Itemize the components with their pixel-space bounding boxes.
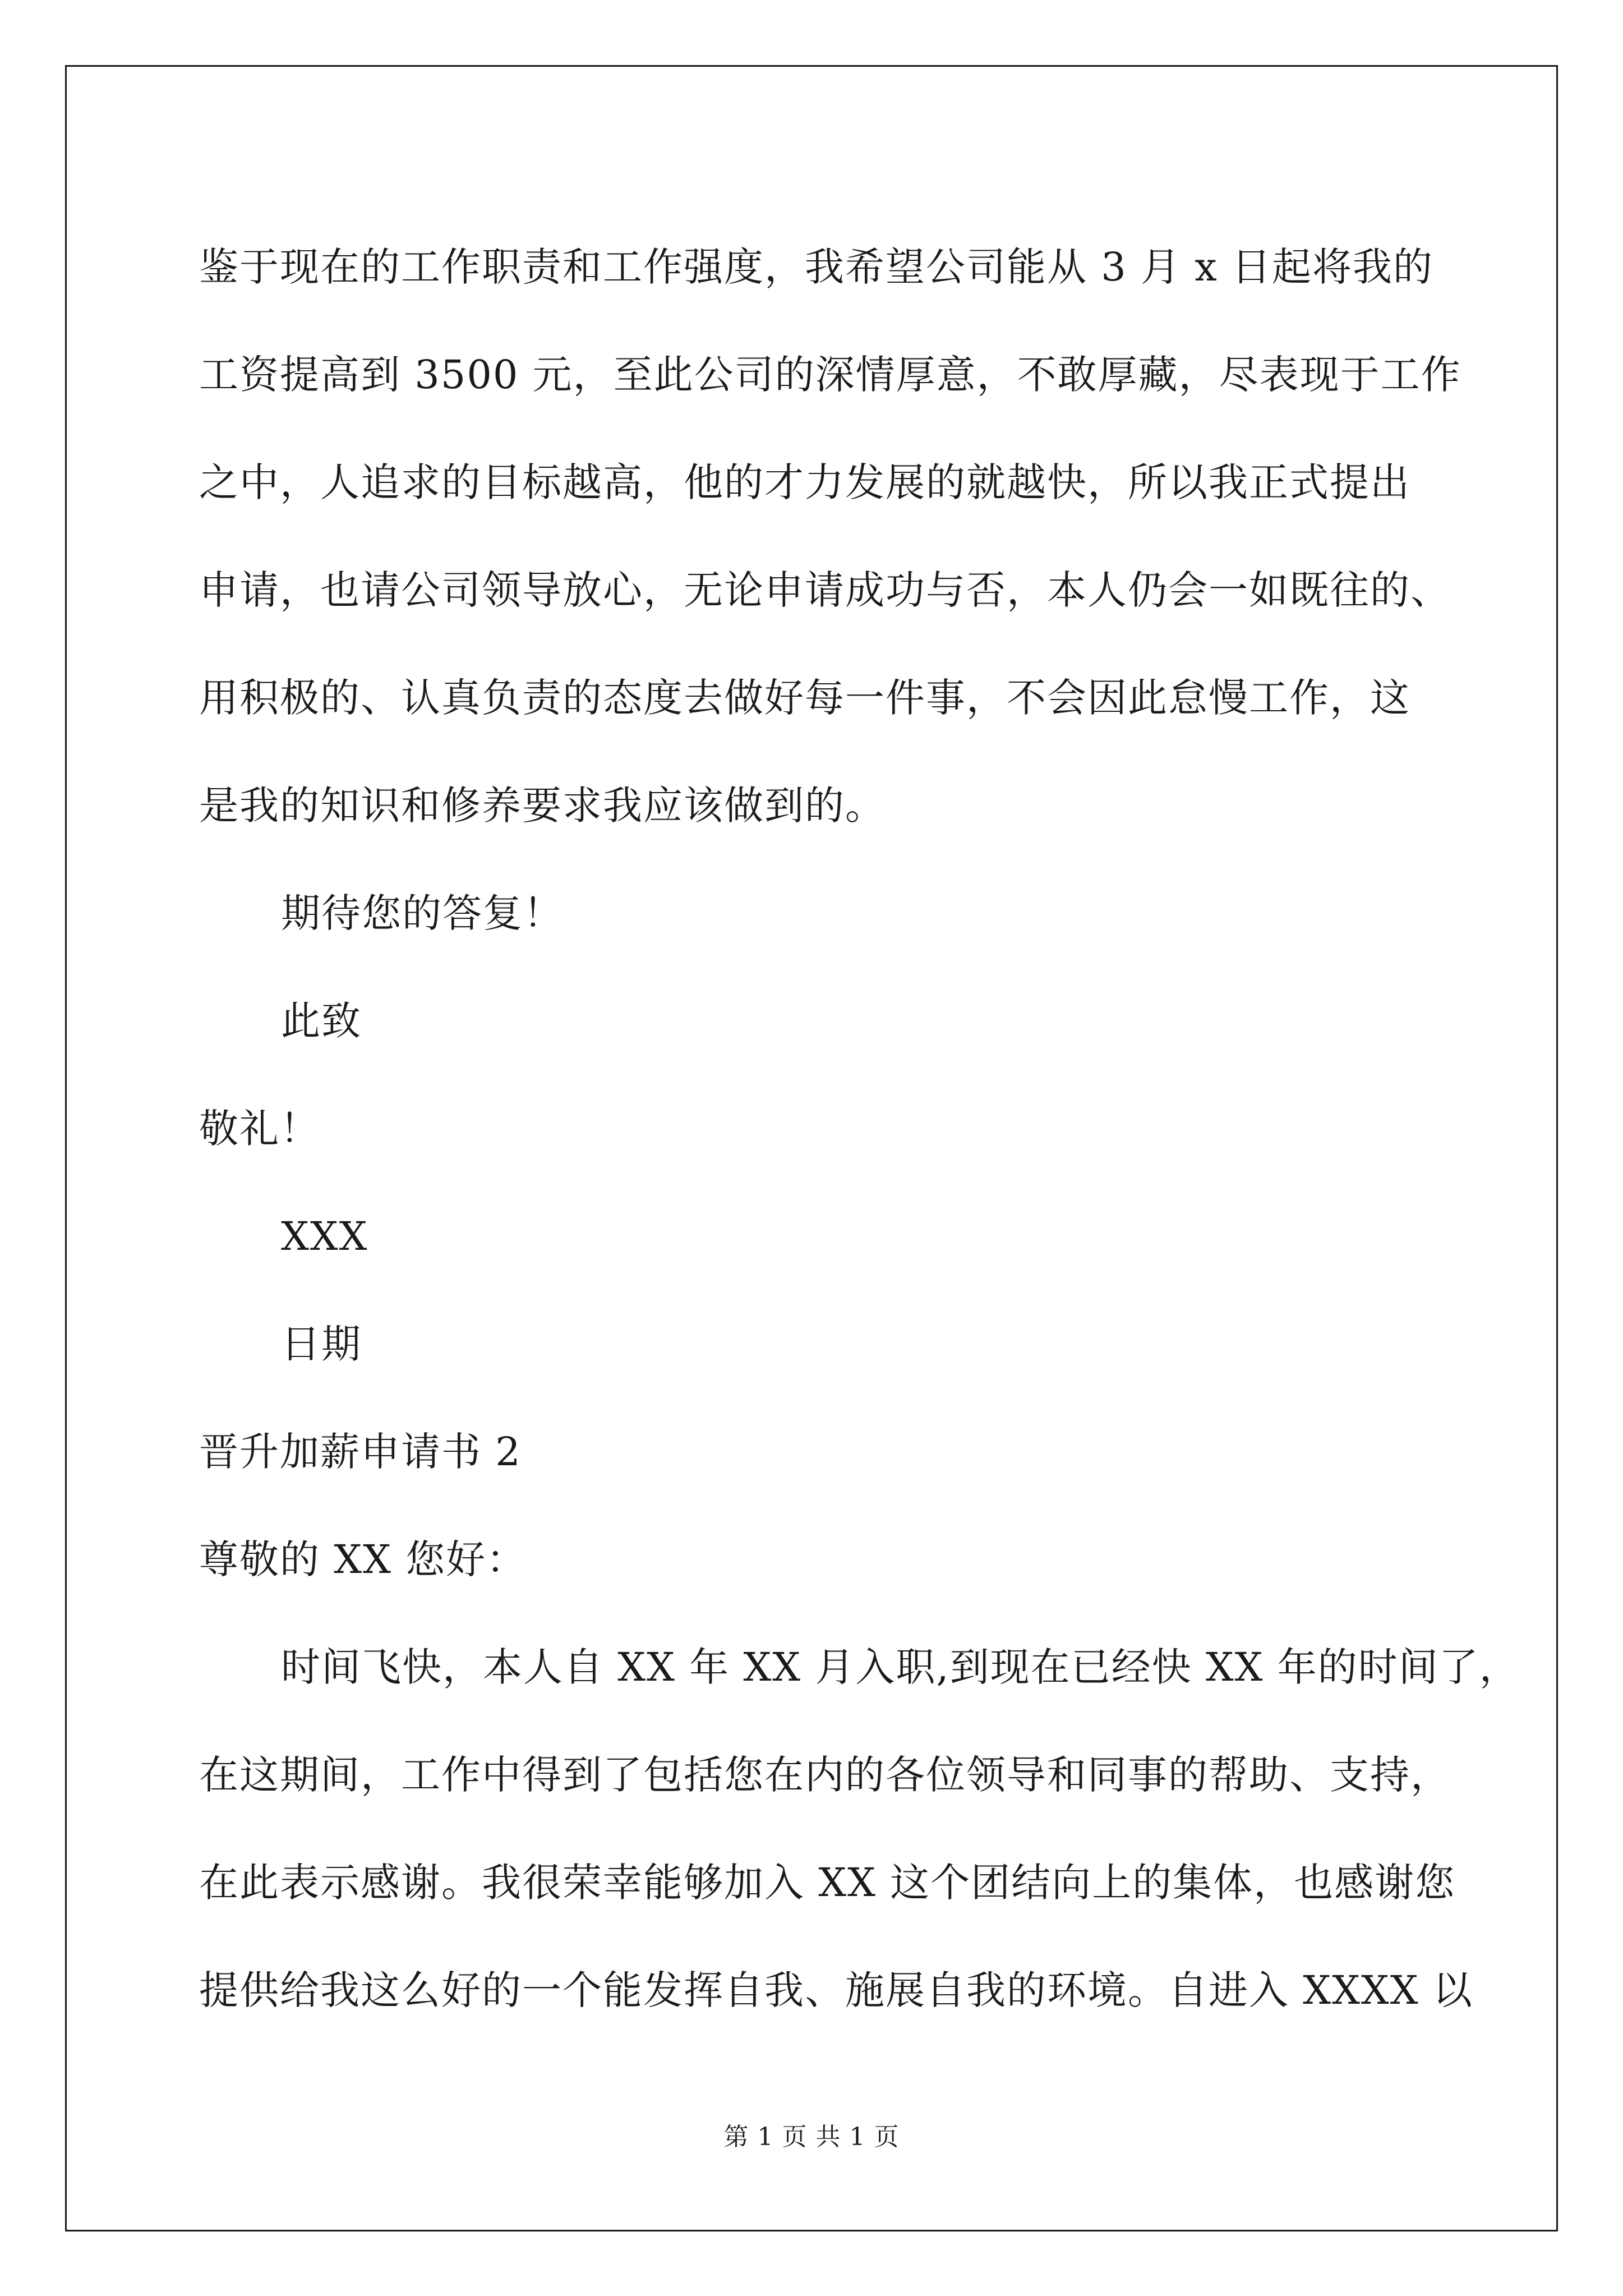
text-line: 期待您的答复！ — [281, 890, 564, 936]
text-line: 申请，也请公司领导放心，无论申请成功与否，本人仍会一如既往的、 — [199, 567, 1451, 613]
text-line: 之中，人追求的目标越高，他的才力发展的就越快，所以我正式提出 — [199, 459, 1410, 505]
text-line: 尊敬的 XX 您好： — [199, 1536, 527, 1582]
text-line: 用积极的、认真负责的态度去做好每一件事，不会因此怠慢工作，这 — [199, 675, 1410, 721]
text-line: 在此表示感谢。我很荣幸能够加入 XX 这个团结向上的集体，也感谢您 — [199, 1860, 1456, 1906]
page-footer: 第 1 页 共 1 页 — [723, 2123, 900, 2151]
text-line: 是我的知识和修养要求我应该做到的。 — [199, 783, 886, 829]
text-line: 鉴于现在的工作职责和工作强度，我希望公司能从 3 月 x 日起将我的 — [199, 244, 1434, 290]
text-line: XXX — [281, 1213, 368, 1259]
text-line: 晋升加薪申请书 2 — [199, 1429, 522, 1475]
text-line: 此致 — [281, 998, 362, 1044]
text-line: 日期 — [281, 1321, 362, 1367]
text-line: 工资提高到 3500 元，至此公司的深情厚意，不敢厚藏，尽表现于工作 — [199, 352, 1461, 398]
text-line: 在这期间，工作中得到了包括您在内的各位领导和同事的帮助、支持， — [199, 1752, 1451, 1798]
document-body — [199, 213, 1520, 2044]
text-line: 时间飞快，本人自 XX 年 XX 月入职,到现在已经快 XX 年的时间了， — [281, 1644, 1520, 1690]
text-line: 敬礼！ — [199, 1106, 320, 1152]
text-line: 提供给我这么好的一个能发挥自我、施展自我的环境。自进入 XXXX 以 — [199, 1967, 1473, 2013]
